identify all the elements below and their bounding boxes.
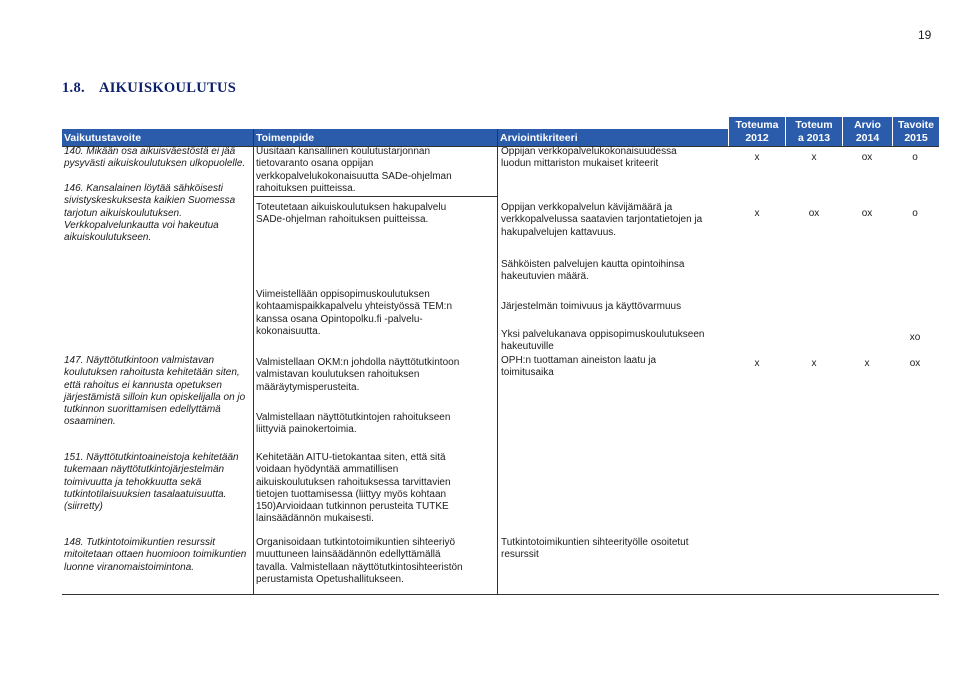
mark-cell: x [754,358,760,369]
grid-line [253,129,254,594]
mark-cell: ox [808,208,820,219]
mark-cell: x [754,152,760,163]
action-6: Kehitetään AITU-tietokantaa siten, että sitä voidaan hyödyntää ammatillisen aikuiskoulutuksen rahoituksessa tarvittavien tietojen tuottamisessa (liittyy myös kohtaan 150)Arvioidaan tutkinnon perusteita TUTKE lainsäädännön mukaisesti. [256,452,451,525]
goal-140: 140. Mikään osa aikuisväestöstä ei jää pysyvästi aikuiskoulutuksen ulkopuolelle. [64,146,246,170]
mark-cell: o [912,152,918,163]
criteria-5: Yksi palvelukanava oppisopimuskoulutukseen hakeutuville [501,329,705,353]
mark-cell: x [754,208,760,219]
action-5: Valmistellaan näyttötutkintojen rahoitukseen liittyviä painokertoimia. [256,412,451,436]
mark-cell: x [811,358,817,369]
section-heading [62,80,236,97]
criteria-1: Oppijan verkkopalvelukokonaisuudessa luodun mittariston mukaiset kriteerit [501,146,677,170]
action-3: Viimeistellään oppisopimuskoulutuksen kohtaamispaikkapalvelu yhteistyössä TEM:n kanssa osana Opintopolku.fi -palvelu- kokonaisuutta. [256,289,453,337]
mark-cell: ox [909,358,921,369]
mark-cell: o [912,208,918,219]
header-2013: Toteum a 2013 [786,117,842,146]
mark-cell: x [811,152,817,163]
page-number: 19 [918,28,932,42]
header-goal: Vaikutustavoite [62,129,253,146]
mark-cell: xo [909,332,921,343]
header-2015: Tavoite 2015 [893,117,939,146]
criteria-4: Järjestelmän toimivuus ja käyttövarmuus [501,301,682,312]
action-1: Uusitaan kansallinen koulutustarjonnan tietovaranto osana oppijan verkkopalvelukokonaisuutta SADe-ohjelman rahoituksen puitteissa. [256,146,452,194]
mark-cell: x [864,358,870,369]
goal-146: 146. Kansalainen löytää sähköisesti sivistyskeskuksesta kaikien Suomessa tarjotun aikuiskoulutuksen. Verkkopalvelunkautta voi hakeutua aikuiskoulutukseen. [64,183,236,244]
action-2: Toteutetaan aikuiskoulutuksen hakupalvelu SADe-ohjelman rahoituksen puitteissa. [256,202,447,226]
goal-147: 147. Näyttötutkintoon valmistavan koulutuksen rahoitusta kehitetään siten, että rahoitus ei kannusta opetuksen järjestämistä silloin kun opiskelijalla on jo tutkinnon suorittamisen edellyttämä osaaminen. [64,355,246,428]
action-7: Organisoidaan tutkintotoimikuntien sihteeriyö muuttuneen lainsäädännön edellyttämällä tavalla. Valmistellaan näyttötutkintosihteeristön perustamista Opetushallitukseen. [256,537,463,585]
header-criteria: Arviointikriteeri [498,129,728,146]
criteria-2: Oppijan verkkopalvelun kävijämäärä ja verkkopalvelussa saatavien tarjontatietojen ja hakupalvelujen kattavuus. [501,202,703,238]
action-4: Valmistellaan OKM:n johdolla näyttötutkintoon valmistavan koulutuksen rahoituksen määräytymisperusteita. [256,357,460,393]
section-number: 1.8. [62,80,85,96]
grid-line [254,196,497,197]
criteria-3: Sähköisten palvelujen kautta opintoihinsa hakeutuvien määrä. [501,259,685,283]
header-2012: Toteuma 2012 [729,117,785,146]
mark-cell: ox [861,152,873,163]
section-title: AIKUISKOULUTUS [98,80,237,96]
header-2014: Arvio 2014 [843,117,892,146]
criteria-7: Tutkintotoimikuntien sihteerityölle osoitetut resurssit [501,537,689,561]
goal-148: 148. Tutkintotoimikuntien resurssit mitoitetaan ottaen huomioon toimikuntien luonne viranomaistoimintona. [64,537,247,573]
criteria-6: OPH:n tuottaman aineiston laatu ja toimitusaika [501,355,657,379]
grid-line [62,594,939,595]
header-action: Toimenpide [254,129,497,146]
goal-151: 151. Näyttötutkintoaineistoja kehitetään tukemaan näyttötutkintojärjestelmän toimivuutta ja tehokkuutta sekä tutkintotilaisuuksien tasalaatuisuutta. (siirretty) [64,452,239,513]
grid-line [497,129,498,594]
mark-cell: ox [861,208,873,219]
